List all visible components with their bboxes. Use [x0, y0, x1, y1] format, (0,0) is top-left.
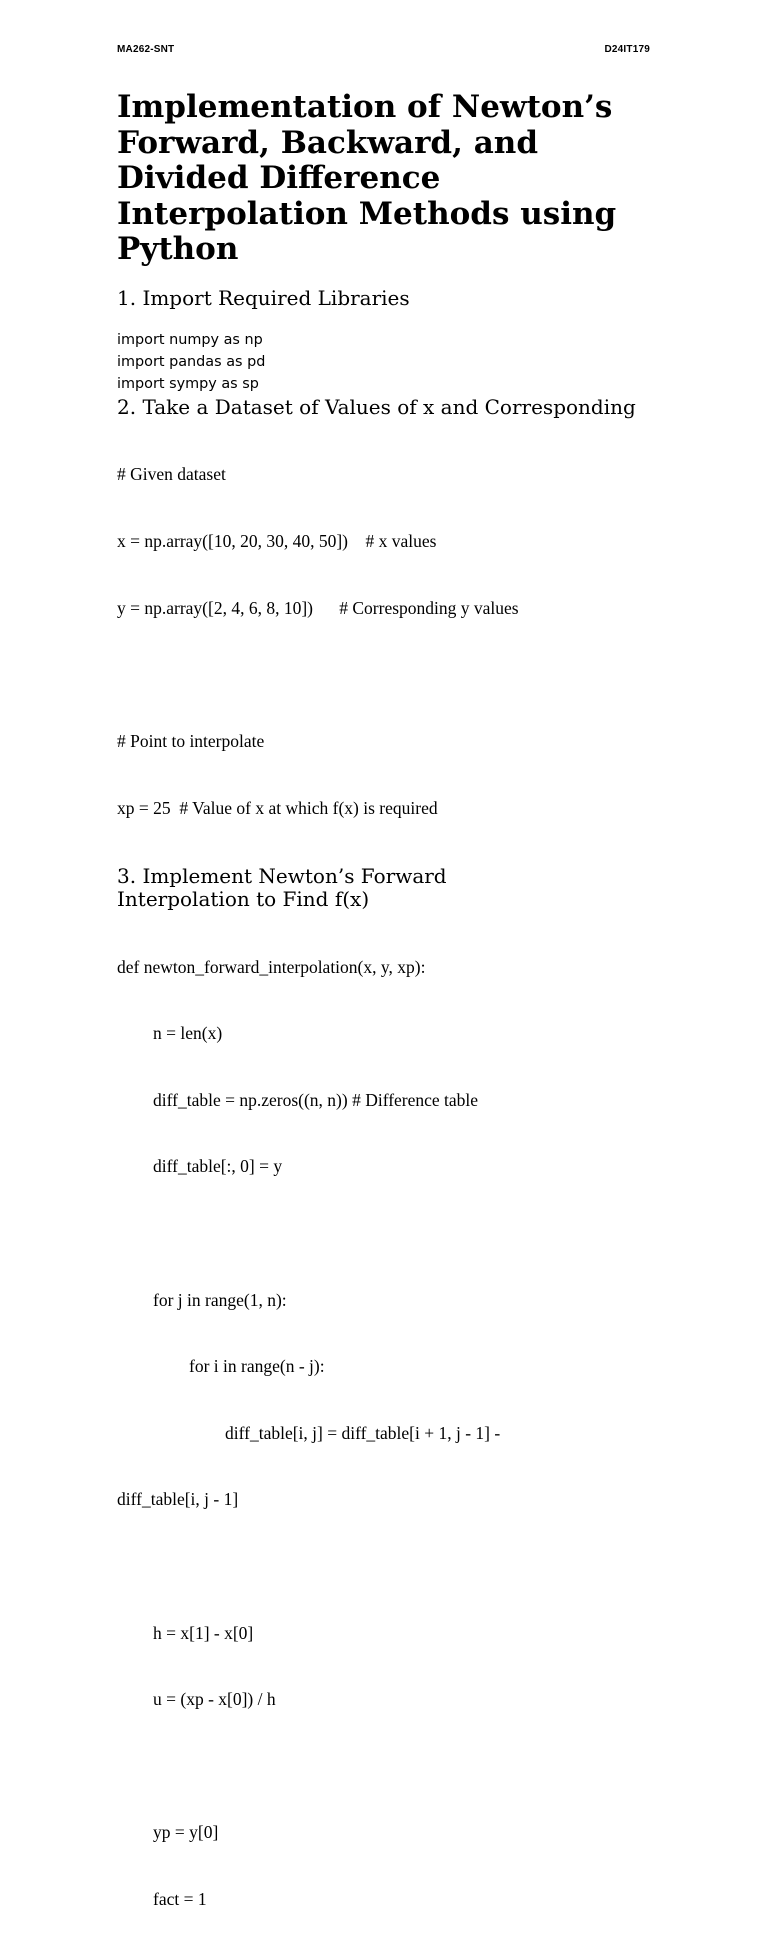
section-heading-import: 1. Import Required Libraries	[117, 285, 410, 310]
import-block	[117, 330, 677, 397]
import-line: import sympy as sp	[117, 375, 259, 392]
code-line: diff_table = np.zeros((n, n)) # Difference table	[153, 1089, 479, 1110]
code-line: diff_table[i, j] = diff_table[i + 1, j - 1] -	[225, 1422, 501, 1443]
import-line: import numpy as np	[117, 331, 263, 348]
code-line	[117, 1222, 677, 1244]
section-heading-forward-line2: Interpolation to Find f(x)	[117, 887, 370, 912]
header-course-code: MA262-SNT	[117, 44, 175, 55]
code-line: diff_table[i, j - 1]	[117, 1489, 239, 1510]
code-line: x = np.array([10, 20, 30, 40, 50]) # x values	[117, 531, 437, 552]
code-line: for i in range(n - j):	[189, 1356, 325, 1377]
code-line: h = x[1] - x[0]	[153, 1622, 254, 1643]
code-line: n = len(x)	[153, 1023, 223, 1044]
code-line: # Given dataset	[117, 464, 226, 485]
code-line: # Point to interpolate	[117, 730, 265, 751]
import-line: import pandas as pd	[117, 353, 266, 370]
code-line: fact = 1	[153, 1889, 207, 1909]
forward-interpolation-code-block	[117, 911, 677, 1955]
code-line	[117, 1555, 677, 1577]
code-line	[117, 663, 677, 685]
document-body	[117, 90, 677, 1955]
code-line	[117, 1755, 677, 1777]
code-line: diff_table[:, 0] = y	[153, 1156, 283, 1177]
code-line: y = np.array([2, 4, 6, 8, 10]) # Corresponding y values	[117, 597, 519, 618]
section-heading-dataset: 2. Take a Dataset of Values of x and Corresponding	[117, 395, 636, 420]
section-heading-forward	[117, 865, 677, 911]
header-student-id: D24IT179	[604, 44, 650, 55]
code-line: u = (xp - x[0]) / h	[153, 1689, 276, 1710]
dataset-code-block	[117, 419, 677, 863]
code-line: xp = 25 # Value of x at which f(x) is required	[117, 797, 438, 818]
code-line: yp = y[0]	[153, 1822, 219, 1843]
section-heading-forward-line1: 3. Implement Newton’s Forward	[117, 864, 447, 889]
code-line: def newton_forward_interpolation(x, y, xp):	[117, 956, 426, 977]
document-title: Implementation of Newton’s Forward, Backward, and Divided Difference Interpolation Methods using Python	[117, 89, 617, 267]
code-line: for j in range(1, n):	[153, 1289, 287, 1310]
